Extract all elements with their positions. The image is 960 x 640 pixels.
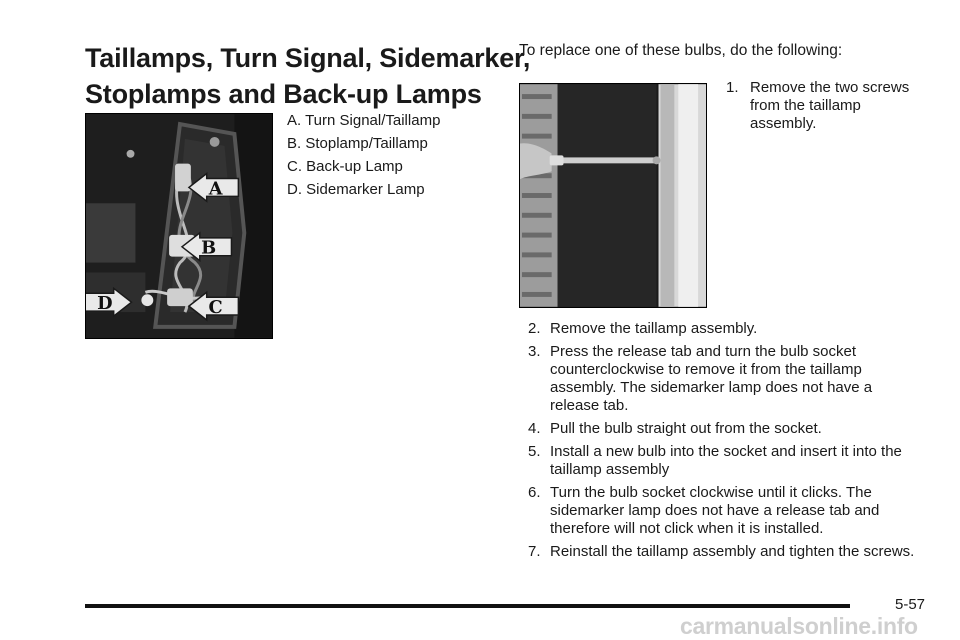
footer-rule	[85, 604, 850, 608]
step-number: 6.	[528, 484, 541, 501]
heading-line-2: Stoplamps and Back-up Lamps	[85, 79, 482, 109]
step-text: Press the release tab and turn the bulb socket counterclockwise to remove it from the taillamp assembly. The sidemarker lamp does not have a release tab.	[550, 343, 873, 414]
step-number: 3.	[528, 343, 541, 360]
section-heading	[85, 40, 531, 112]
step-text: Remove the two screws from the taillamp assembly.	[750, 79, 910, 132]
callout-label-a: A	[208, 178, 223, 200]
heading-line-1: Taillamps, Turn Signal, Sidemarker,	[85, 43, 531, 73]
taillamp-socket-photo	[85, 113, 273, 339]
step-number: 1.	[726, 79, 739, 96]
legend-item-backup-lamp: C. Back-up Lamp	[287, 158, 403, 175]
step-1	[726, 79, 920, 133]
step-text: Pull the bulb straight out from the socket.	[550, 420, 822, 437]
step-4	[528, 420, 918, 438]
screw-removal-photo	[519, 83, 707, 308]
step-6	[528, 484, 918, 538]
callout-label-d: D	[97, 293, 113, 315]
step-2	[528, 320, 918, 338]
callout-label-c: C	[208, 297, 223, 319]
step-text: Reinstall the taillamp assembly and tighten the screws.	[550, 543, 915, 560]
step-text: Install a new bulb into the socket and insert it into the taillamp assembly	[550, 443, 902, 478]
step-text: Remove the taillamp assembly.	[550, 320, 758, 337]
legend-item-sidemarker: D. Sidemarker Lamp	[287, 181, 425, 198]
instruction-steps	[528, 320, 918, 566]
watermark: carmanualsonline.info	[680, 613, 918, 639]
instructions-intro: To replace one of these bulbs, do the following:	[519, 42, 843, 59]
step-7	[528, 543, 918, 561]
step-number: 2.	[528, 320, 541, 337]
step-5	[528, 443, 918, 479]
step-number: 4.	[528, 420, 541, 437]
step-3	[528, 343, 918, 415]
step-text: Turn the bulb socket clockwise until it clicks. The sidemarker lamp does not have a release tab and therefore will not click when it is installed.	[550, 484, 880, 537]
step-number: 5.	[528, 443, 541, 460]
step-number: 7.	[528, 543, 541, 560]
legend-item-turn-signal: A. Turn Signal/Taillamp	[287, 112, 441, 129]
lamp-legend	[287, 109, 440, 201]
callout-label-b: B	[201, 237, 217, 259]
legend-item-stoplamp: B. Stoplamp/Taillamp	[287, 135, 428, 152]
page-number: 5-57	[895, 596, 926, 613]
